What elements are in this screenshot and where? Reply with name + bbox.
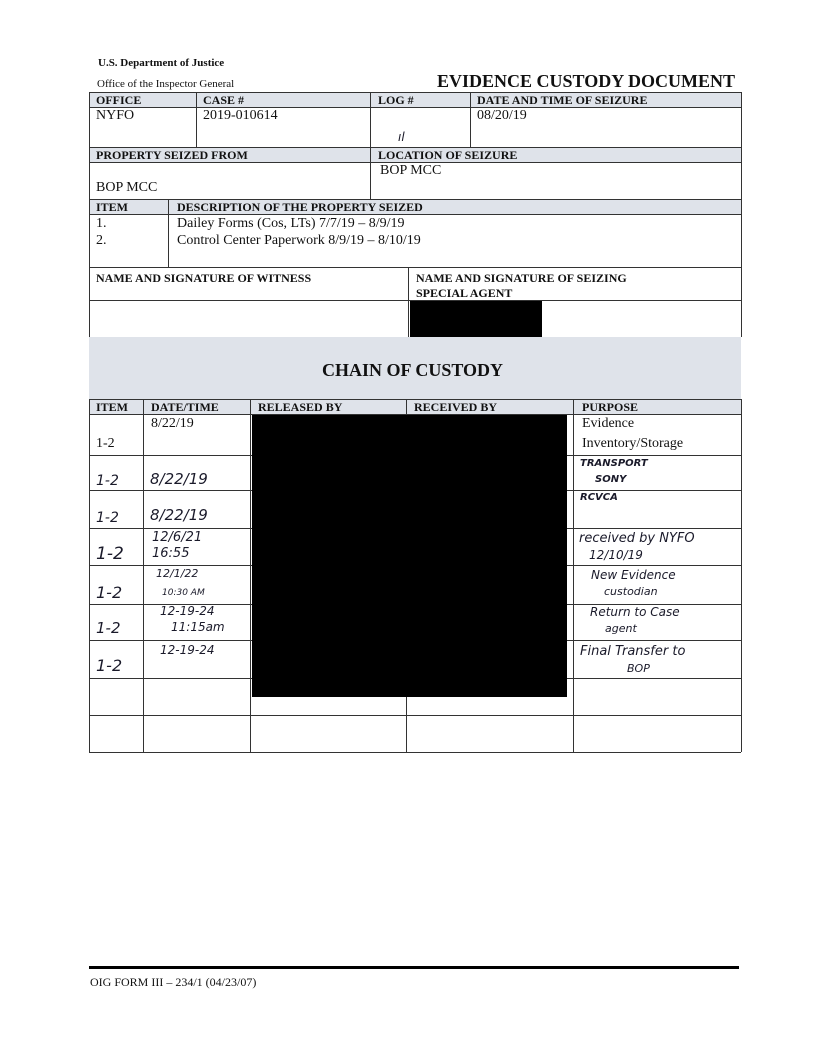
- row5-item: 1-2: [96, 583, 123, 602]
- item-label: ITEM: [96, 200, 129, 214]
- row4-time: 16:55: [152, 546, 190, 561]
- document-title: EVIDENCE CUSTODY DOCUMENT: [437, 71, 736, 91]
- row3-date: 8/22/19: [150, 506, 208, 524]
- row6-purpose-line2: agent: [605, 622, 637, 635]
- row6-purpose-line1: Return to Case: [590, 605, 680, 619]
- item-desc-1: Dailey Forms (Cos, LTs) 7/7/19 – 8/9/19: [177, 216, 405, 231]
- property-from-value: BOP MCC: [96, 180, 158, 195]
- office-label: OFFICE: [96, 93, 142, 107]
- col-purpose: PURPOSE: [582, 400, 639, 414]
- col-datetime: DATE/TIME: [151, 400, 219, 414]
- row4-purpose-line2: 12/10/19: [589, 548, 643, 562]
- form-id: OIG FORM III – 234/1 (04/23/07): [90, 975, 257, 989]
- property-from-label: PROPERTY SEIZED FROM: [96, 148, 248, 162]
- log-mark: ıl: [398, 130, 405, 144]
- office-line: Office of the Inspector General: [97, 78, 235, 90]
- row5-purpose-line1: New Evidence: [591, 568, 676, 582]
- row7-item: 1-2: [96, 656, 123, 675]
- description-label: DESCRIPTION OF THE PROPERTY SEIZED: [177, 200, 423, 214]
- item-desc-2: Control Center Paperwork 8/9/19 – 8/10/19: [177, 233, 421, 248]
- row2-purpose-line1: TRANSPORT: [580, 458, 648, 469]
- agent-label-line1: NAME AND SIGNATURE OF SEIZING: [416, 271, 627, 285]
- row6-item: 1-2: [96, 619, 121, 637]
- row2-purpose-line2: SONY: [595, 474, 627, 485]
- case-value: 2019-010614: [203, 108, 278, 123]
- row5-time: 10:30 AM: [162, 588, 205, 598]
- item-num-2: 2.: [96, 233, 107, 248]
- row1-purpose-line2: Inventory/Storage: [582, 436, 684, 451]
- col-item: ITEM: [96, 400, 129, 414]
- row7-date: 12-19-24: [160, 643, 215, 657]
- seizure-date: 08/20/19: [477, 108, 527, 123]
- datetime-label: DATE AND TIME OF SEIZURE: [477, 93, 648, 107]
- case-label: CASE #: [203, 93, 245, 107]
- witness-label: NAME AND SIGNATURE OF WITNESS: [96, 271, 312, 285]
- row5-purpose-line2: custodian: [604, 585, 658, 598]
- row1-item: 1-2: [96, 436, 115, 451]
- row5-date: 12/1/22: [156, 567, 199, 580]
- row4-purpose-line1: received by NYFO: [579, 531, 695, 546]
- row7-purpose-line2: BOP: [627, 662, 650, 675]
- department-name: U.S. Department of Justice: [98, 57, 225, 69]
- row1-date: 8/22/19: [151, 416, 194, 431]
- footer-rule: [89, 966, 739, 969]
- row3-item: 1-2: [96, 510, 119, 526]
- office-value: NYFO: [96, 108, 135, 123]
- row3-purpose-line1: RCVCA: [580, 492, 618, 503]
- row2-item: 1-2: [96, 473, 119, 489]
- row4-item: 1-2: [96, 544, 124, 564]
- col-released: RELEASED BY: [258, 400, 343, 414]
- row6-time: 11:15am: [171, 620, 225, 634]
- col-received: RECEIVED BY: [414, 400, 498, 414]
- row6-date: 12-19-24: [160, 604, 215, 618]
- location-value: BOP MCC: [380, 163, 442, 178]
- chain-of-custody-title: CHAIN OF CUSTODY: [322, 360, 504, 380]
- redaction-agent-signature: [410, 301, 542, 337]
- log-label: LOG #: [378, 93, 414, 107]
- location-label: LOCATION OF SEIZURE: [378, 148, 518, 162]
- redaction-custody-names: [252, 415, 567, 697]
- row7-purpose-line1: Final Transfer to: [580, 644, 686, 659]
- agent-label-line2: SPECIAL AGENT: [416, 286, 513, 300]
- row1-purpose-line1: Evidence: [582, 416, 635, 431]
- row2-date: 8/22/19: [150, 470, 208, 488]
- row4-date: 12/6/21: [152, 530, 203, 545]
- item-num-1: 1.: [96, 216, 107, 231]
